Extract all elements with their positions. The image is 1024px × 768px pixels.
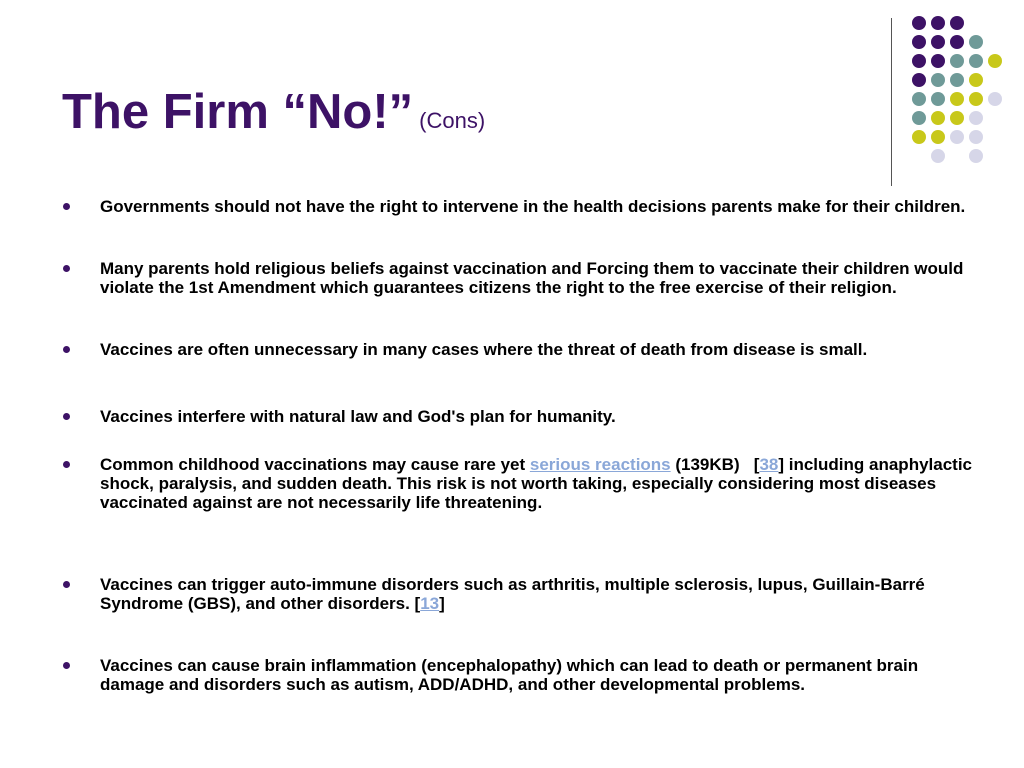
decor-dot bbox=[969, 92, 983, 106]
bullet-icon bbox=[63, 346, 70, 353]
decor-dot bbox=[931, 54, 945, 68]
bullet-text: Vaccines are often unnecessary in many cases where the threat of death from disease is small. bbox=[100, 340, 868, 359]
decor-dot bbox=[912, 111, 926, 125]
bullet-text: Governments should not have the right to intervene in the health decisions parents make for their children. bbox=[100, 197, 966, 216]
bullet-icon bbox=[63, 461, 70, 468]
decor-dot bbox=[912, 73, 926, 87]
decor-dot bbox=[969, 111, 983, 125]
list-item bbox=[100, 575, 980, 613]
decor-dot bbox=[912, 130, 926, 144]
decor-dot bbox=[950, 73, 964, 87]
bullet-text: Common childhood vaccinations may cause rare yet bbox=[100, 455, 530, 474]
decor-dot bbox=[931, 73, 945, 87]
decor-dot bbox=[931, 35, 945, 49]
list-item bbox=[100, 340, 980, 359]
decor-dot bbox=[931, 149, 945, 163]
bullet-text: ] bbox=[439, 594, 445, 613]
list-item bbox=[100, 197, 980, 216]
decor-dot bbox=[950, 35, 964, 49]
decor-dot bbox=[988, 92, 1002, 106]
decor-dot bbox=[950, 92, 964, 106]
decor-dot bbox=[969, 130, 983, 144]
bullet-text: ] including anaphylactic shock, paralysis, and sudden death. This risk is not worth taking, especially considering most diseases vaccinated against are not necessarily life threatening. bbox=[100, 455, 972, 512]
list-item bbox=[100, 407, 980, 426]
bullet-icon bbox=[63, 581, 70, 588]
decor-dot bbox=[950, 111, 964, 125]
decor-dot bbox=[912, 54, 926, 68]
reference-38-link[interactable]: 38 bbox=[759, 455, 779, 474]
decor-dot bbox=[950, 16, 964, 30]
decor-dot bbox=[969, 73, 983, 87]
decor-dot bbox=[931, 111, 945, 125]
serious-reactions-link[interactable]: serious reactions bbox=[529, 455, 671, 474]
bullet-icon bbox=[63, 413, 70, 420]
bullet-text: (139KB) [ bbox=[670, 455, 760, 474]
decor-dot bbox=[931, 92, 945, 106]
decor-dot bbox=[931, 130, 945, 144]
bullet-text: Vaccines interfere with natural law and God's plan for humanity. bbox=[100, 407, 616, 426]
bullet-icon bbox=[63, 203, 70, 210]
decor-dot bbox=[988, 54, 1002, 68]
decor-dot bbox=[912, 35, 926, 49]
reference-13-link[interactable]: 13 bbox=[420, 594, 440, 613]
list-item bbox=[100, 259, 980, 297]
title-subtitle: (Cons) bbox=[419, 108, 486, 133]
decor-dot bbox=[950, 130, 964, 144]
bullet-text: Vaccines can cause brain inflammation (encephalopathy) which can lead to death or permanent brain damage and disorders such as autism, ADD/ADHD, and other developmental problems. bbox=[100, 656, 919, 694]
title-text: The Firm “No!” bbox=[62, 85, 414, 139]
slide-title bbox=[62, 85, 486, 139]
decor-dot bbox=[950, 54, 964, 68]
decor-dot bbox=[931, 16, 945, 30]
divider-line bbox=[891, 18, 892, 186]
decor-dot bbox=[912, 92, 926, 106]
list-item bbox=[100, 455, 980, 512]
list-item bbox=[100, 656, 980, 694]
decor-dot bbox=[969, 149, 983, 163]
bullet-icon bbox=[63, 265, 70, 272]
bullet-icon bbox=[63, 662, 70, 669]
bullet-text: Many parents hold religious beliefs against vaccination and Forcing them to vaccinate their children would violate the 1st Amendment which guarantees citizens the right to the free exercise of their religion. bbox=[100, 259, 964, 297]
decor-dot bbox=[969, 54, 983, 68]
decor-dot bbox=[912, 16, 926, 30]
decor-dot bbox=[969, 35, 983, 49]
bullet-text: Vaccines can trigger auto-immune disorders such as arthritis, multiple sclerosis, lupus, Guillain-Barré Syndrome (GBS), and other disorders. [ bbox=[100, 575, 925, 613]
